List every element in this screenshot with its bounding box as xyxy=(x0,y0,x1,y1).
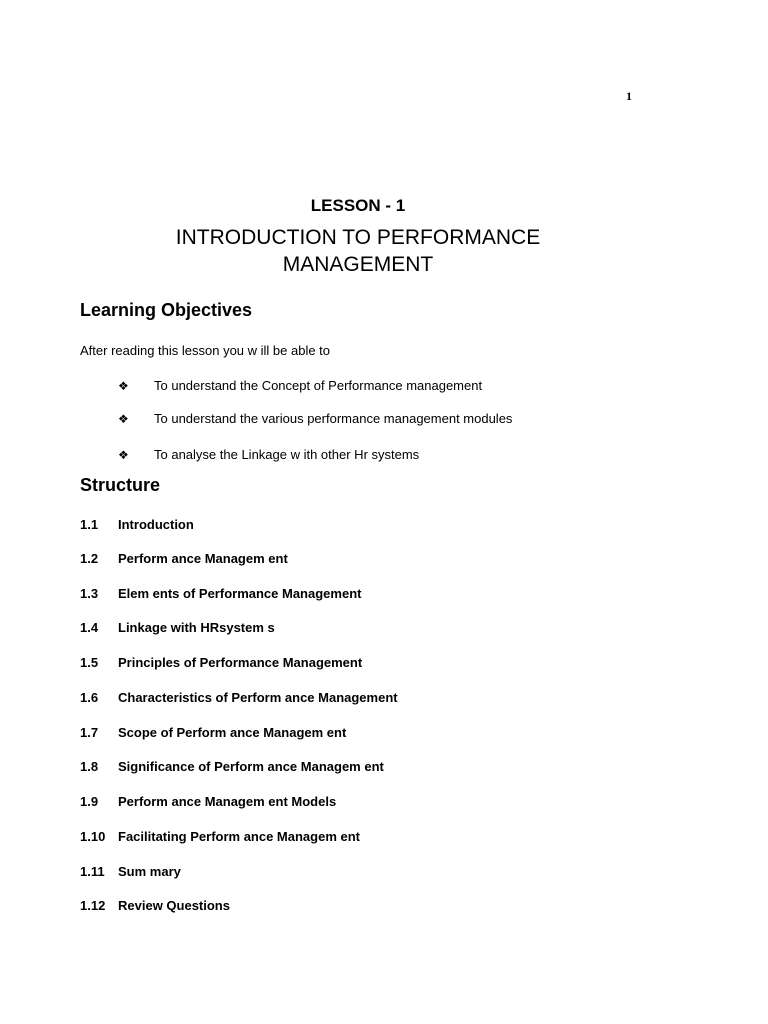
toc-label: Significance of Perform ance Managem ent xyxy=(118,759,384,774)
toc-item xyxy=(80,864,181,879)
toc-number: 1.12 xyxy=(80,898,106,913)
toc-item xyxy=(80,690,398,705)
learning-objectives-heading: Learning Objectives xyxy=(80,300,253,320)
toc-item xyxy=(80,794,336,809)
toc-number: 1.1 xyxy=(80,517,99,532)
toc-label: Elem ents of Performance Management xyxy=(118,586,362,601)
toc-label: Introduction xyxy=(118,517,194,532)
toc-item xyxy=(80,829,360,844)
toc-item xyxy=(80,898,230,913)
toc-label: Linkage with HRsystem s xyxy=(118,620,275,635)
toc-label: Review Questions xyxy=(118,898,230,913)
page-number: 1 xyxy=(626,89,632,103)
toc-number: 1.7 xyxy=(80,725,99,740)
objectives-intro: After reading this lesson you w ill be able to xyxy=(80,343,331,358)
toc-item xyxy=(80,586,361,601)
page-title xyxy=(0,224,716,278)
toc-number: 1.9 xyxy=(80,794,99,809)
toc-number: 1.8 xyxy=(80,759,99,774)
toc-number: 1.10 xyxy=(80,829,106,844)
toc-label: Sum mary xyxy=(118,864,181,879)
lesson-label: LESSON - 1 xyxy=(310,196,406,215)
toc-label: Perform ance Managem ent Models xyxy=(118,794,337,809)
toc-item xyxy=(80,620,275,635)
objective-item xyxy=(118,447,419,462)
diamond-bullet-icon: ❖ xyxy=(118,447,129,462)
toc-label: Principles of Performance Management xyxy=(118,655,363,670)
structure-heading: Structure xyxy=(80,475,161,495)
toc-number: 1.2 xyxy=(80,551,99,566)
toc-number: 1.6 xyxy=(80,690,99,705)
toc-label: Perform ance Managem ent xyxy=(118,551,288,566)
toc-item xyxy=(80,759,384,774)
objective-text: To understand the Concept of Performance management xyxy=(154,378,483,393)
toc-item xyxy=(80,517,194,532)
title-line-1: INTRODUCTION TO PERFORMANCE xyxy=(175,226,541,249)
title-line-2: MANAGEMENT xyxy=(282,253,434,276)
toc-item xyxy=(80,655,362,670)
toc-number: 1.11 xyxy=(80,864,105,879)
toc-label: Facilitating Perform ance Managem ent xyxy=(118,829,361,844)
toc-number: 1.5 xyxy=(80,655,99,670)
objective-text: To understand the various performance management modules xyxy=(154,411,513,426)
diamond-bullet-icon: ❖ xyxy=(118,378,129,393)
objective-text: To analyse the Linkage w ith other Hr systems xyxy=(154,447,420,462)
objective-item xyxy=(118,378,482,393)
toc-label: Characteristics of Perform ance Management xyxy=(118,690,398,705)
objective-item xyxy=(118,411,512,426)
toc-number: 1.3 xyxy=(80,586,99,601)
toc-item xyxy=(80,725,346,740)
diamond-bullet-icon: ❖ xyxy=(118,411,129,426)
toc-label: Scope of Perform ance Managem ent xyxy=(118,725,347,740)
toc-item xyxy=(80,551,288,566)
toc-number: 1.4 xyxy=(80,620,99,635)
